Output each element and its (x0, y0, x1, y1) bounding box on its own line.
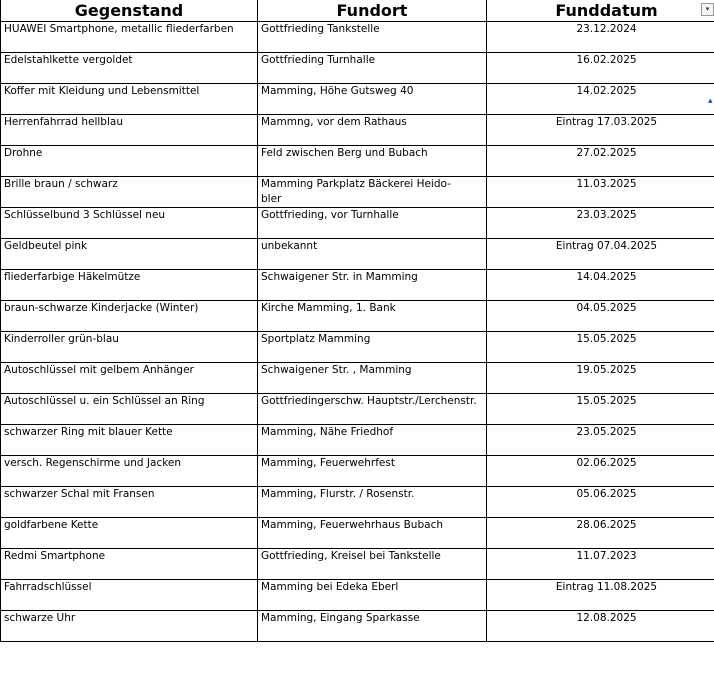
cell-resize-handle-icon[interactable]: ▴ (708, 96, 713, 106)
empty-cell[interactable] (487, 254, 714, 270)
table-row (1, 394, 714, 410)
table-row-continuation (1, 626, 714, 642)
cell-fundort-continued[interactable] (258, 626, 487, 642)
cell-gegenstand[interactable]: fliederfarbige Häkelmütze (1, 270, 258, 286)
cell-fundort-continued[interactable] (258, 68, 487, 84)
empty-cell[interactable] (487, 192, 714, 208)
cell-funddatum[interactable]: 23.12.2024 (487, 22, 714, 38)
cell-fundort-continued[interactable] (258, 471, 487, 487)
cell-fundort[interactable]: Mamming, Feuerwehrfest (258, 456, 487, 472)
cell-fundort[interactable]: Feld zwischen Berg und Bubach (258, 146, 487, 162)
cell-fundort[interactable]: Mammng, vor dem Rathaus (258, 115, 487, 131)
header-funddatum-label: Funddatum (555, 1, 658, 20)
table-row (1, 301, 714, 317)
empty-cell[interactable] (487, 471, 714, 487)
cell-gegenstand[interactable]: Fahrradschlüssel (1, 580, 258, 596)
empty-cell[interactable] (1, 533, 258, 549)
cell-gegenstand[interactable]: schwarzer Ring mit blauer Kette (1, 425, 258, 441)
cell-gegenstand[interactable]: Autoschlüssel mit gelbem Anhänger (1, 363, 258, 379)
table-row (1, 332, 714, 348)
cell-fundort[interactable]: Gottfrieding Turnhalle (258, 53, 487, 69)
empty-cell[interactable] (487, 285, 714, 301)
cell-funddatum[interactable]: 14.04.2025 (487, 270, 714, 286)
cell-fundort[interactable]: Mamming Parkplatz Bäckerei Heido- (258, 177, 487, 193)
empty-cell[interactable] (487, 502, 714, 518)
table-row (1, 84, 714, 100)
cell-fundort[interactable]: unbekannt (258, 239, 487, 255)
cell-fundort-continued[interactable] (258, 99, 487, 115)
cell-fundort-continued[interactable] (258, 440, 487, 456)
empty-cell[interactable] (487, 68, 714, 84)
empty-cell[interactable] (487, 440, 714, 456)
cell-gegenstand[interactable]: Drohne (1, 146, 258, 162)
table-row (1, 580, 714, 596)
empty-cell[interactable] (487, 99, 714, 115)
table-row (1, 487, 714, 503)
cell-fundort-continued[interactable] (258, 564, 487, 580)
cell-gegenstand[interactable]: braun-schwarze Kinderjacke (Winter) (1, 301, 258, 317)
table-row-continuation (1, 37, 714, 53)
cell-gegenstand[interactable]: Kinderroller grün-blau (1, 332, 258, 348)
cell-gegenstand[interactable]: Schlüsselbund 3 Schlüssel neu (1, 208, 258, 224)
cell-funddatum[interactable]: 05.06.2025 (487, 487, 714, 503)
table-row (1, 208, 714, 224)
cell-funddatum[interactable]: 04.05.2025 (487, 301, 714, 317)
table-row-continuation (1, 68, 714, 84)
cell-fundort-continued[interactable] (258, 533, 487, 549)
cell-fundort-continued[interactable] (258, 161, 487, 177)
empty-cell[interactable] (1, 502, 258, 518)
empty-cell[interactable] (487, 409, 714, 425)
table-row-continuation (1, 192, 714, 208)
header-fundort[interactable]: Fundort (258, 0, 487, 22)
table-row (1, 239, 714, 255)
table-row (1, 425, 714, 441)
cell-fundort-continued[interactable] (258, 285, 487, 301)
empty-cell[interactable] (487, 533, 714, 549)
table-row-continuation (1, 254, 714, 270)
cell-funddatum[interactable]: 15.05.2025 (487, 394, 714, 410)
table-row (1, 177, 714, 193)
table-row (1, 456, 714, 472)
cell-gegenstand[interactable]: Geldbeutel pink (1, 239, 258, 255)
header-funddatum[interactable] (487, 0, 714, 22)
cell-funddatum[interactable]: 16.02.2025 (487, 53, 714, 69)
empty-cell[interactable] (487, 161, 714, 177)
table-row (1, 518, 714, 534)
cell-funddatum[interactable]: 27.02.2025 (487, 146, 714, 162)
table-row-continuation (1, 378, 714, 394)
cell-fundort-continued[interactable] (258, 378, 487, 394)
cell-gegenstand[interactable]: Brille braun / schwarz (1, 177, 258, 193)
table-row (1, 611, 714, 627)
table-row-continuation (1, 440, 714, 456)
table-row-continuation (1, 471, 714, 487)
cell-gegenstand[interactable]: schwarze Uhr (1, 611, 258, 627)
cell-gegenstand[interactable]: Redmi Smartphone (1, 549, 258, 565)
cell-fundort[interactable]: Mamming, Eingang Sparkasse (258, 611, 487, 627)
empty-cell[interactable] (1, 471, 258, 487)
table-row (1, 115, 714, 131)
cell-funddatum[interactable]: Eintrag 07.04.2025 (487, 239, 714, 255)
cell-gegenstand[interactable]: Edelstahlkette vergoldet (1, 53, 258, 69)
empty-cell[interactable] (1, 37, 258, 53)
table-row (1, 53, 714, 69)
table-body (1, 22, 714, 642)
header-row (1, 0, 714, 22)
empty-cell[interactable] (487, 223, 714, 239)
cell-fundort[interactable]: Mamming bei Edeka Eberl (258, 580, 487, 596)
cell-fundort[interactable]: Gottfrieding, Kreisel bei Tankstelle (258, 549, 487, 565)
table-row-continuation (1, 564, 714, 580)
cell-fundort[interactable]: Schwaigener Str. in Mamming (258, 270, 487, 286)
empty-cell[interactable] (1, 161, 258, 177)
cell-gegenstand[interactable]: goldfarbene Kette (1, 518, 258, 534)
table-row-continuation (1, 316, 714, 332)
cell-funddatum[interactable]: Eintrag 17.03.2025 (487, 115, 714, 131)
table-row (1, 549, 714, 565)
cell-fundort-continued[interactable] (258, 37, 487, 53)
empty-cell[interactable] (487, 347, 714, 363)
empty-cell[interactable] (1, 347, 258, 363)
empty-cell[interactable] (1, 316, 258, 332)
header-gegenstand[interactable]: Gegenstand (1, 0, 258, 22)
empty-cell[interactable] (487, 564, 714, 580)
cell-fundort[interactable]: Mamming, Feuerwehrhaus Bubach (258, 518, 487, 534)
cell-funddatum[interactable]: 11.03.2025 (487, 177, 714, 193)
cell-fundort-continued[interactable] (258, 595, 487, 611)
table-row-continuation (1, 130, 714, 146)
cell-funddatum[interactable]: Eintrag 11.08.2025 (487, 580, 714, 596)
empty-cell[interactable] (487, 130, 714, 146)
cell-fundort[interactable]: Mamming, Flurstr. / Rosenstr. (258, 487, 487, 503)
cell-funddatum[interactable]: 12.08.2025 (487, 611, 714, 627)
table-row-continuation (1, 99, 714, 115)
cell-fundort[interactable]: Kirche Mamming, 1. Bank (258, 301, 487, 317)
cell-fundort-continued[interactable] (258, 130, 487, 146)
cell-fundort[interactable]: Gottfrieding, vor Turnhalle (258, 208, 487, 224)
filter-dropdown-icon[interactable]: ▾ (701, 3, 714, 16)
empty-cell[interactable] (1, 223, 258, 239)
cell-fundort-continued[interactable] (258, 409, 487, 425)
cell-fundort-continued[interactable] (258, 347, 487, 363)
cell-fundort[interactable]: Mamming, Höhe Gutsweg 40 (258, 84, 487, 100)
empty-cell[interactable] (1, 564, 258, 580)
empty-cell[interactable] (1, 254, 258, 270)
cell-gegenstand[interactable]: schwarzer Schal mit Fransen (1, 487, 258, 503)
empty-cell[interactable] (487, 37, 714, 53)
table-row (1, 363, 714, 379)
cell-funddatum[interactable]: 23.03.2025 (487, 208, 714, 224)
cell-funddatum[interactable]: 19.05.2025 (487, 363, 714, 379)
cell-funddatum[interactable]: 02.06.2025 (487, 456, 714, 472)
cell-gegenstand[interactable]: versch. Regenschirme und Jacken (1, 456, 258, 472)
cell-fundort[interactable]: Schwaigener Str. , Mamming (258, 363, 487, 379)
table-row (1, 270, 714, 286)
empty-cell[interactable] (1, 99, 258, 115)
empty-cell[interactable] (1, 285, 258, 301)
cell-gegenstand[interactable]: Autoschlüssel u. ein Schlüssel an Ring (1, 394, 258, 410)
table-row-continuation (1, 285, 714, 301)
empty-cell[interactable] (487, 316, 714, 332)
empty-cell[interactable] (1, 378, 258, 394)
table-row-continuation (1, 161, 714, 177)
table-row-continuation (1, 347, 714, 363)
cell-funddatum[interactable]: 28.06.2025 (487, 518, 714, 534)
empty-cell[interactable] (1, 68, 258, 84)
cell-gegenstand[interactable]: Herrenfahrrad hellblau (1, 115, 258, 131)
cell-funddatum[interactable]: 11.07.2023 (487, 549, 714, 565)
cell-gegenstand[interactable]: Koffer mit Kleidung und Lebensmittel (1, 84, 258, 100)
cell-fundort-continued[interactable] (258, 254, 487, 270)
cell-gegenstand[interactable]: HUAWEI Smartphone, metallic fliederfarben (1, 22, 258, 38)
table-row (1, 146, 714, 162)
empty-cell[interactable] (1, 595, 258, 611)
cell-fundort-continued[interactable] (258, 223, 487, 239)
table-row-continuation (1, 223, 714, 239)
cell-fundort[interactable]: Gottfriedingerschw. Hauptstr./Lerchenstr. (258, 394, 487, 410)
cell-fundort-continued[interactable] (258, 502, 487, 518)
empty-cell[interactable] (1, 440, 258, 456)
empty-cell[interactable] (1, 130, 258, 146)
cell-funddatum[interactable]: 23.05.2025 (487, 425, 714, 441)
cell-funddatum[interactable]: 15.05.2025 (487, 332, 714, 348)
cell-fundort[interactable]: Mamming, Nähe Friedhof (258, 425, 487, 441)
table-row-continuation (1, 595, 714, 611)
empty-cell[interactable] (487, 626, 714, 642)
empty-cell[interactable] (1, 626, 258, 642)
cell-fundort-continued[interactable] (258, 316, 487, 332)
empty-cell[interactable] (1, 192, 258, 208)
empty-cell[interactable] (1, 409, 258, 425)
cell-fundort[interactable]: Sportplatz Mamming (258, 332, 487, 348)
cell-fundort[interactable]: Gottfrieding Tankstelle (258, 22, 487, 38)
table-row-continuation (1, 502, 714, 518)
table-row (1, 22, 714, 38)
empty-cell[interactable] (487, 378, 714, 394)
table-row-continuation (1, 409, 714, 425)
table-row-continuation (1, 533, 714, 549)
empty-cell[interactable] (487, 595, 714, 611)
cell-fundort-continued[interactable]: bler (258, 192, 487, 208)
cell-funddatum[interactable]: 14.02.2025 (487, 84, 714, 100)
